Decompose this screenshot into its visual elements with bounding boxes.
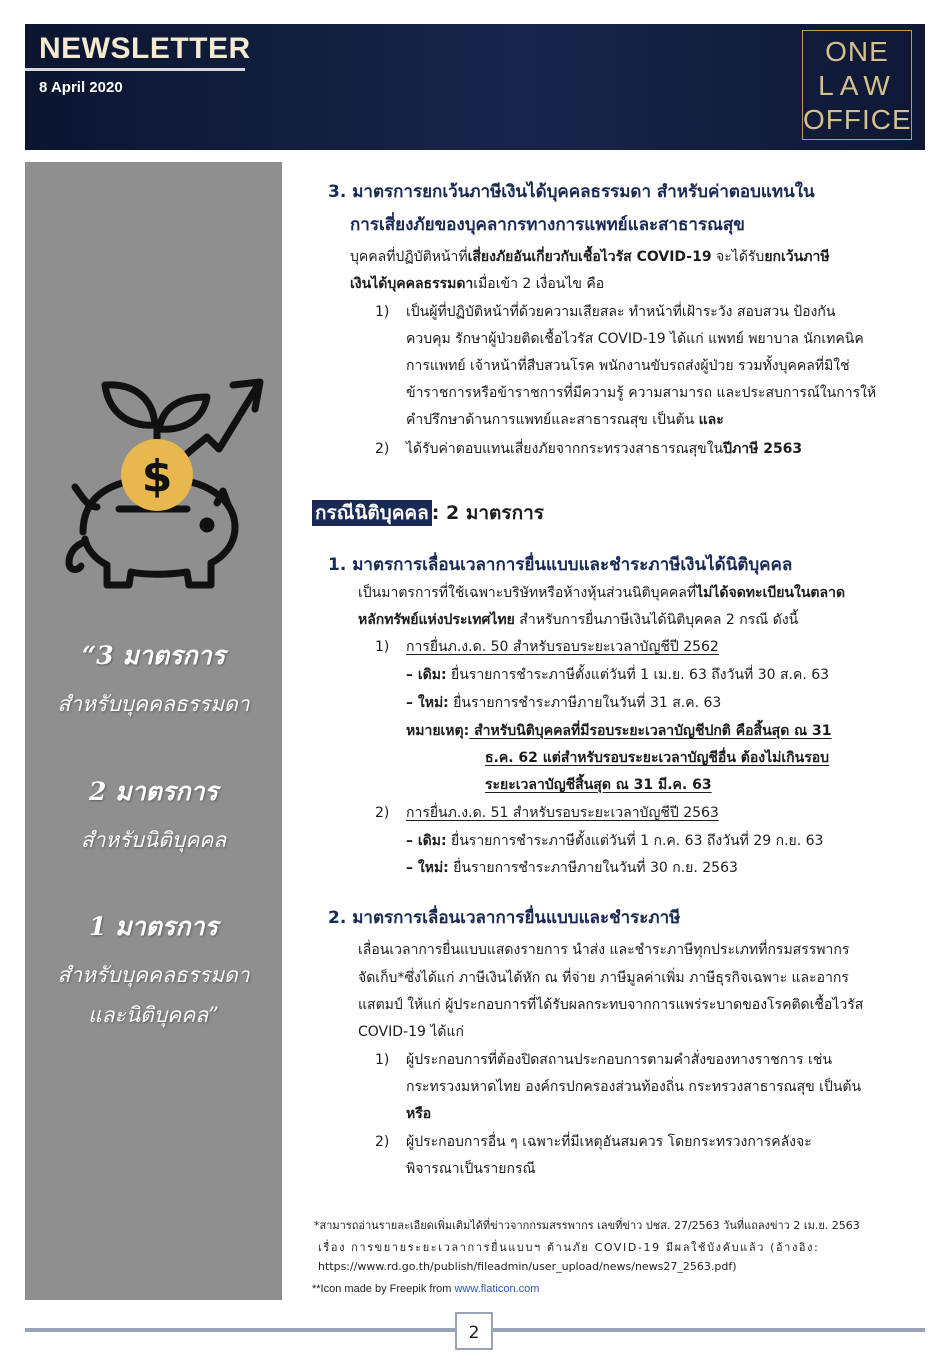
measure2-para-line1: เลื่อนเวลาการยื่นแบบแสดงรายการ นำส่ง และชำระภาษีทุกประเภทที่กรมสรรพากร xyxy=(358,942,850,958)
text-span: เมื่อเข้า 2 เงื่อนไข คือ xyxy=(473,276,605,292)
measure1-item2-new xyxy=(406,855,738,882)
text-span-underline: สำหรับนิติบุคคลที่มีรอบระยะเวลาบัญชีปกติ คือสิ้นสุด ณ 31 xyxy=(469,723,832,739)
text-span-bold: ยกเว้นภาษี xyxy=(764,249,830,265)
svg-text:$: $ xyxy=(141,451,173,502)
quote-1-title: “3 มาตรการ xyxy=(81,641,226,670)
newsletter-title: NEWSLETTER xyxy=(39,32,251,65)
quote-3-sub-2: และนิติบุคคล” xyxy=(88,1003,219,1027)
section3-item1-line1: เป็นผู้ที่ปฏิบัติหน้าที่ด้วยความเสียสละ ทำหน้าที่เฝ้าระวัง สอบสวน ป้องกัน xyxy=(406,304,836,320)
footnote-line3: https://www.rd.go.th/publish/fileadmin/user_upload/news/news27_2563.pdf) xyxy=(318,1260,737,1273)
measure2-para-line2: จัดเก็บ*ซึ่งได้แก่ ภาษีเงินได้หัก ณ ที่จ่าย ภาษีมูลค่าเพิ่ม ภาษีธุรกิจเฉพาะ และอากร xyxy=(358,970,849,986)
logo-line-1: ONE xyxy=(825,36,889,67)
measure1-item1-old xyxy=(406,662,829,689)
section3-heading-2: การเสี่ยงภัยของบุคลากรทางการแพทย์และสาธารณสุข xyxy=(350,215,745,235)
text-span: เป็นมาตรการที่ใช้เฉพาะบริษัทหรือห้างหุ้นส่วนนิติบุคคลที่ xyxy=(358,585,697,601)
measure1-note-line2: ธ.ค. 62 แต่สำหรับรอบระยะเวลาบัญชีอื่น ต้องไม่เกินรอบ xyxy=(485,750,830,766)
section3-item1-line5 xyxy=(406,407,724,434)
footnote-line2: เรื่อง การขยายระยะเวลาการยื่นแบบฯ ต้านภัย COVID-19 มีผลใช้บังคับแล้ว (อ้างอิง: xyxy=(318,1241,820,1254)
measure1-item1-new xyxy=(406,690,721,717)
text-span-bold: ปีภาษี 2563 xyxy=(723,441,803,457)
text-span-bold: – เดิม: xyxy=(406,833,447,849)
quote-2-sub: สำหรับนิติบุคคล xyxy=(80,828,227,852)
text-span: ยื่นรายการชำระภาษีภายในวันที่ 31 ส.ค. 63 xyxy=(448,695,722,711)
list-number: 2) xyxy=(375,441,390,457)
text-span-bold: เสี่ยงภัยอันเกี่ยวกับเชื้อไวรัส COVID-19 xyxy=(467,249,712,265)
quote-3-title: 1 มาตรการ xyxy=(89,912,218,941)
quote-corporate xyxy=(25,772,282,856)
quote-1-sub: สำหรับบุคคลธรรมดา xyxy=(57,692,250,716)
measure1-note-line3: ระยะเวลาบัญชีสิ้นสุด ณ 31 มี.ค. 63 xyxy=(485,777,712,793)
text-span-bold: เงินได้บุคคลธรรมดา xyxy=(350,276,474,292)
measure1-item2-title: การยื่นภ.ง.ด. 51 สำหรับรอบระยะเวลาบัญชีปี 2563 xyxy=(406,805,719,821)
page-number: 2 xyxy=(455,1312,493,1350)
text-span: ยื่นรายการชำระภาษีภายในวันที่ 30 ก.ย. 2563 xyxy=(448,860,738,876)
quote-3-sub-1: สำหรับบุคคลธรรมดา xyxy=(57,963,250,987)
logo-line-2: LAW xyxy=(818,70,896,101)
list-number: 1) xyxy=(375,304,390,320)
quote-2-title: 2 มาตรการ xyxy=(89,777,218,806)
section3-intro-2 xyxy=(350,271,604,298)
measure2-item1-line1: ผู้ประกอบการที่ต้องปิดสถานประกอบการตามคำสั่งของทางราชการ เช่น xyxy=(406,1052,832,1068)
measure2-para-line3: แสตมป์ ให้แก่ ผู้ประกอบการที่ได้รับผลกระทบจากการแพร่ระบาดของโรคติดเชื้อไวรัส xyxy=(358,997,864,1013)
list-number: 2) xyxy=(375,1134,390,1150)
text-span: ได้รับค่าตอบแทนเสี่ยงภัยจากกระทรวงสาธารณสุขใน xyxy=(406,441,724,457)
text-span: ยื่นรายการชำระภาษีตั้งแต่วันที่ 1 ก.ค. 63 ถึงวันที่ 29 ก.ย. 63 xyxy=(446,833,824,849)
text-span-bold: หลักทรัพย์แห่งประเทศไทย xyxy=(358,612,515,628)
list-number: 1) xyxy=(375,639,390,655)
measure1-item2-old xyxy=(406,828,823,855)
text-span-bold: ไม่ได้จดทะเบียนในตลาด xyxy=(696,585,846,601)
note-label: หมายเหตุ: xyxy=(406,723,470,739)
section3-heading-1: 3. มาตรการยกเว้นภาษีเงินได้บุคคลธรรมดา สำหรับค่าตอบแทนใน xyxy=(328,182,815,202)
text-span: สำหรับการยื่นภาษีเงินได้นิติบุคคล 2 กรณี ดังนี้ xyxy=(514,612,799,628)
quote-individual xyxy=(25,636,282,720)
measure2-heading: 2. มาตรการเลื่อนเวลาการยื่นแบบและชำระภาษี xyxy=(328,908,681,928)
measure2-item1-line3: หรือ xyxy=(406,1106,432,1122)
flaticon-link[interactable]: www.flaticon.com xyxy=(454,1283,540,1295)
list-number: 1) xyxy=(375,1052,390,1068)
title-underline xyxy=(25,68,245,71)
text-span: จะได้รับ xyxy=(711,249,765,265)
text-span-bold: – ใหม่: xyxy=(406,860,449,876)
newsletter-date: 8 April 2020 xyxy=(39,79,123,96)
quote-both xyxy=(25,907,282,1031)
logo-line-3: OFFICE xyxy=(803,104,912,135)
measure1-intro-1 xyxy=(358,580,845,607)
corporate-section-label xyxy=(312,498,544,528)
text-span: คำปรึกษาด้านการแพทย์และสาธารณสุข เป็นต้น xyxy=(406,412,699,428)
icon-credit-text: **Icon made by Freepik from xyxy=(312,1283,455,1295)
icon-credit xyxy=(312,1283,539,1295)
measure2-item2-line2: พิจารณาเป็นรายกรณี xyxy=(406,1161,536,1177)
measure2-para-line4: COVID-19 ได้แก่ xyxy=(358,1024,464,1040)
measure1-item1-title: การยื่นภ.ง.ด. 50 สำหรับรอบระยะเวลาบัญชีปี 2562 xyxy=(406,639,719,655)
section3-item1-line3: การแพทย์ เจ้าหน้าที่สืบสวนโรค พนักงานขับรถส่งผู้ป่วย รวมทั้งบุคคลที่มิใช่ xyxy=(406,358,850,374)
newsletter-header xyxy=(25,24,925,150)
section3-item1-line2: ควบคุม รักษาผู้ป่วยติดเชื้อไวรัส COVID-19 ได้แก่ แพทย์ พยาบาล นักเทคนิค xyxy=(406,331,864,347)
measure1-note-line1 xyxy=(406,718,832,745)
text-span-bold: – เดิม: xyxy=(406,667,447,683)
text-span: ยื่นรายการชำระภาษีตั้งแต่วันที่ 1 เม.ย. 63 ถึงวันที่ 30 ส.ค. 63 xyxy=(446,667,830,683)
list-number: 2) xyxy=(375,805,390,821)
text-span-bold: – ใหม่: xyxy=(406,695,449,711)
corporate-label-highlight: กรณีนิติบุคคล xyxy=(312,500,432,526)
measure1-heading: 1. มาตรการเลื่อนเวลาการยื่นแบบและชำระภาษีเงินได้นิติบุคคล xyxy=(328,555,793,575)
measure1-intro-2 xyxy=(358,607,798,634)
one-law-office-logo xyxy=(802,30,912,140)
text-span: บุคคลที่ปฏิบัติหน้าที่ xyxy=(350,249,468,265)
text-span-bold: และ xyxy=(698,412,724,428)
measure2-item2-line1: ผู้ประกอบการอื่น ๆ เฉพาะที่มีเหตุอันสมควร โดยกระทรวงการคลังจะ xyxy=(406,1134,812,1150)
sidebar-panel xyxy=(25,162,282,1300)
section3-intro-1 xyxy=(350,244,830,271)
piggy-bank-growth-icon xyxy=(47,367,267,597)
corporate-label-rest: : 2 มาตรการ xyxy=(431,502,544,524)
measure2-item1-line2: กระทรวงมหาดไทย องค์กรปกครองส่วนท้องถิ่น กระทรวงสาธารณสุข เป็นต้น xyxy=(406,1079,862,1095)
footnote-line1: *สามารถอ่านรายละเอียดเพิ่มเติมได้ที่ข่าวจากกรมสรรพากร เลขที่ข่าว ปชส. 27/2563 วันที่แถลงข่าว 2 เม.ย. 2563 xyxy=(314,1219,860,1232)
section3-item1-line4: ข้าราชการหรือข้าราชการที่มีความรู้ ความสามารถ และประสบการณ์ในการให้ xyxy=(406,385,877,401)
section3-item2 xyxy=(406,436,802,463)
